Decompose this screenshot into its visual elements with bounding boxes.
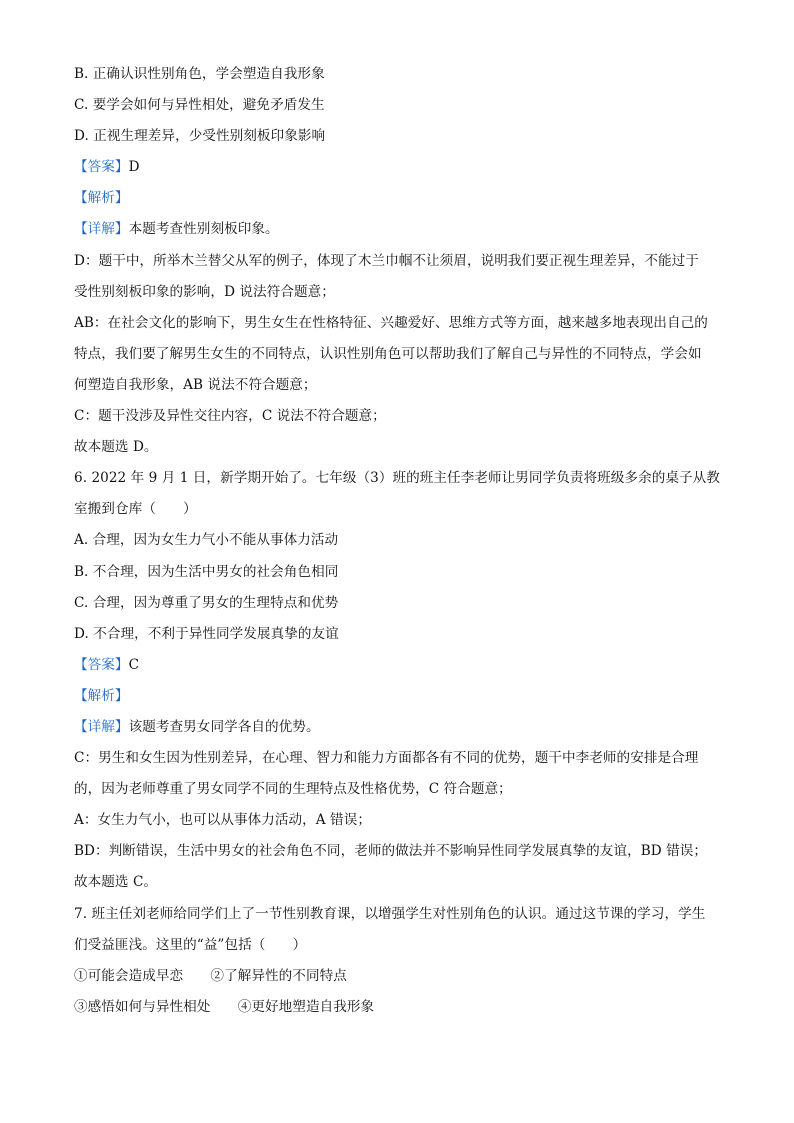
text-line	[74, 561, 724, 592]
text-line	[74, 529, 724, 560]
line-text: C. 合理，因为尊重了男女的生理特点和优势	[74, 594, 339, 611]
line-text: C：题干没涉及异性交往内容，C 说法不符合题意；	[74, 408, 386, 425]
text-line	[74, 156, 724, 187]
line-text: C. 要学会如何与异性相处，避免矛盾发生	[74, 97, 325, 114]
text-line	[74, 778, 724, 809]
line-text: C	[128, 656, 140, 673]
section-tag: 【详解】	[74, 718, 129, 735]
line-text: 6. 2022 年 9 月 1 日，新学期开始了。七年级（3）班的班主任李老师让男同学负责将班级多余的桌子从教	[74, 470, 720, 487]
line-text: 故本题选 C。	[74, 874, 158, 891]
text-line	[74, 809, 724, 840]
document-body	[74, 63, 724, 1027]
line-text: D. 不合理，不利于异性同学发展真挚的友谊	[74, 625, 339, 642]
line-text: D：题干中，所举木兰替父从军的例子，体现了木兰巾帼不让须眉，说明我们要正视生理差异，不能过于	[74, 252, 699, 269]
text-line	[74, 281, 724, 312]
text-line	[74, 63, 724, 94]
line-text: 的，因为老师尊重了男女同学不同的生理特点及性格优势，C 符合题意；	[74, 781, 512, 798]
line-text: ①可能会造成早恋 ②了解异性的不同特点	[74, 967, 347, 984]
text-line	[74, 405, 724, 436]
text-line	[74, 187, 724, 218]
line-text: A：女生力气小，也可以从事体力活动，A 错误；	[74, 812, 371, 829]
text-line	[74, 685, 724, 716]
text-line	[74, 716, 724, 747]
section-tag: 【答案】	[74, 159, 129, 176]
text-line	[74, 965, 724, 996]
line-text: A. 合理，因为女生力气小不能从事体力活动	[74, 532, 339, 549]
text-line	[74, 654, 724, 685]
text-line	[74, 747, 724, 778]
line-text: 故本题选 D。	[74, 439, 158, 456]
text-line	[74, 218, 724, 249]
line-text: ③感悟如何与异性相处 ④更好地塑造自我形象	[74, 998, 375, 1015]
text-line	[74, 840, 724, 871]
line-text: 室搬到仓库（ ）	[74, 501, 197, 518]
text-line	[74, 436, 724, 467]
line-text: 特点，我们要了解男生女生的不同特点，认识性别角色可以帮助我们了解自己与异性的不同特点，学会如	[74, 345, 702, 362]
text-line	[74, 871, 724, 902]
text-line	[74, 125, 724, 156]
line-text: AB：在社会文化的影响下，男生女生在性格特征、兴趣爱好、思维方式等方面，越来越多地表现出自己的	[74, 314, 708, 331]
line-text: 7. 班主任刘老师给同学们上了一节性别教育课，以增强学生对性别角色的认识。通过这节课的学习，学生	[74, 905, 706, 922]
section-tag: 【解析】	[74, 190, 129, 207]
line-text: D	[128, 159, 140, 176]
text-line	[74, 312, 724, 343]
text-line	[74, 343, 724, 374]
line-text: B. 不合理，因为生活中男女的社会角色相同	[74, 563, 339, 580]
line-text: 们受益匪浅。这里的“益”包括（ ）	[74, 936, 307, 953]
line-text: 本题考查性别刻板印象。	[128, 221, 279, 238]
text-line	[74, 374, 724, 405]
line-text: 该题考查男女同学各自的优势。	[128, 718, 320, 735]
line-text: B. 正确认识性别角色，学会塑造自我形象	[74, 66, 325, 82]
line-text: D. 正视生理差异，少受性别刻板印象影响	[74, 128, 326, 145]
text-line	[74, 592, 724, 623]
line-text: 何塑造自我形象，AB 说法不符合题意；	[74, 376, 317, 393]
text-line	[74, 934, 724, 965]
text-line	[74, 498, 724, 529]
section-tag: 【答案】	[74, 656, 129, 673]
section-tag: 【详解】	[74, 221, 129, 238]
line-text: 受性别刻板印象的影响，D 说法符合题意；	[74, 283, 335, 300]
text-line	[74, 467, 724, 498]
text-line	[74, 623, 724, 654]
line-text: C：男生和女生因为性别差异，在心理、智力和能力方面都各有不同的优势，题干中李老师的安排是合理	[74, 750, 699, 767]
text-line	[74, 903, 724, 934]
text-line	[74, 94, 724, 125]
text-line	[74, 996, 724, 1027]
section-tag: 【解析】	[74, 687, 129, 704]
text-line	[74, 250, 724, 281]
line-text: BD：判断错误，生活中男女的社会角色不同，老师的做法并不影响异性同学发展真挚的友谊，BD 错误；	[74, 843, 708, 860]
